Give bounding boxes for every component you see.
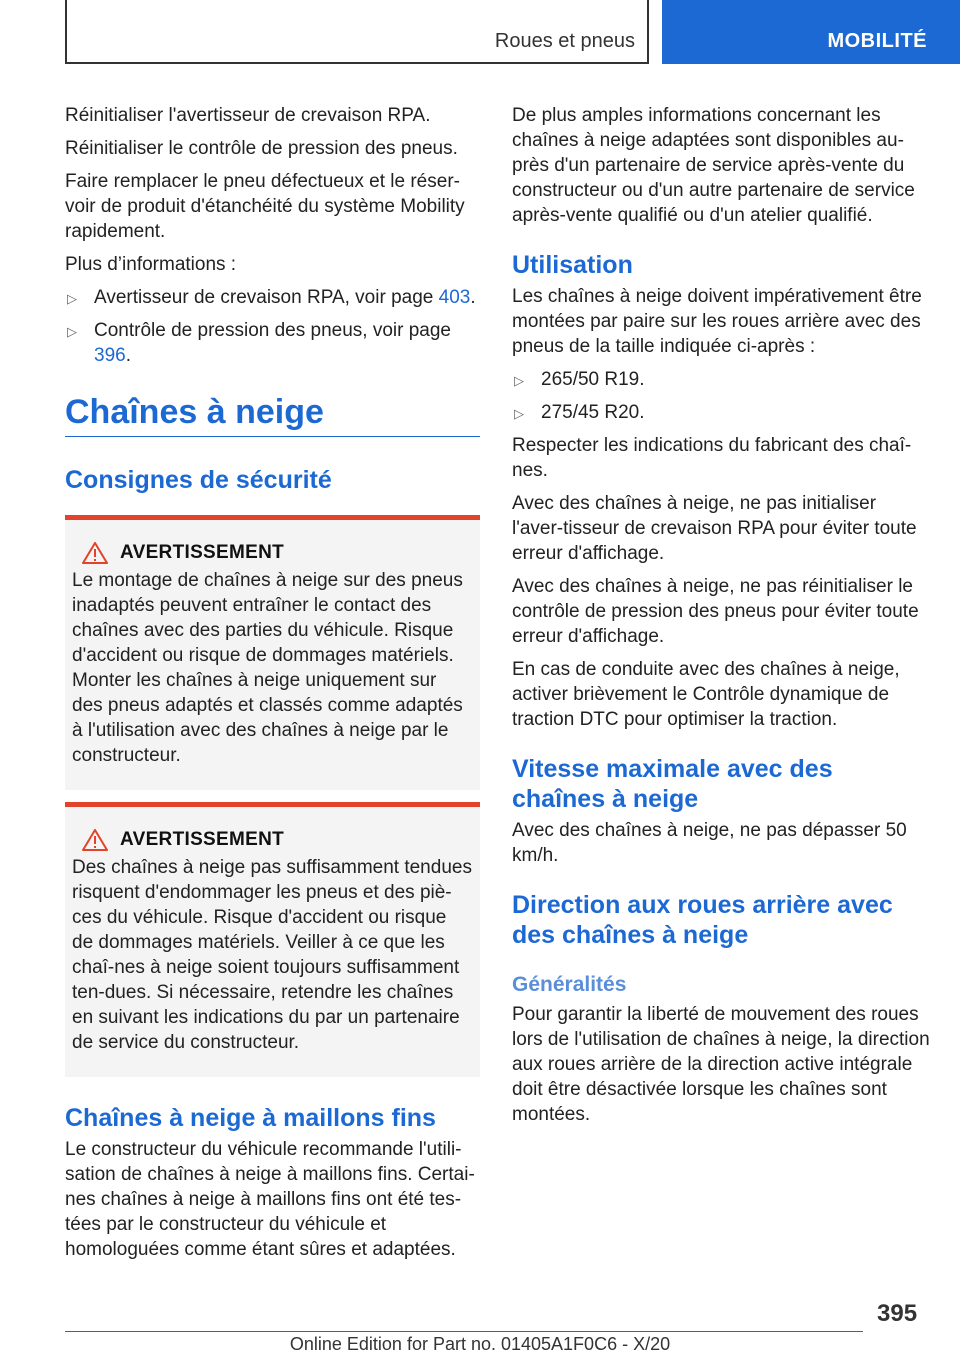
list-item <box>512 367 930 392</box>
header-chapter-tab <box>662 0 960 64</box>
usage-paragraph: En cas de conduite avec des chaînes à neige, activer brièvement le Contrôle dynamique de traction DTC pour optimiser la traction. <box>512 659 900 730</box>
page-link-396[interactable]: 396 <box>94 345 126 366</box>
list-item <box>512 400 930 425</box>
header-section-tab <box>65 0 649 64</box>
tire-size: 265/50 R19. <box>541 369 645 390</box>
general-text: Pour garantir la liberté de mouvement des roues lors de l'utilisation de chaînes à neige, la direction aux roues arrière de la direction active intégrale doit être désactivée lorsque les chaînes sont montées. <box>512 1004 930 1125</box>
fine-chains-heading: Chaînes à neige à maillons fins <box>65 1104 436 1132</box>
warning-text: Des chaînes à neige pas suffisamment tendues risquent d'endommager les pneus et des piè-ces du véhicule. Risque d'accident ou risque de dommages matériels. Veiller à ce que les chaî-nes à neige soient toujours suffisamment ten-dues. Si nécessaire, retendre les chaînes en suivant les indications du par un partenaire de service du constructeur. <box>72 857 472 1053</box>
tire-size-list <box>512 367 930 425</box>
list-item <box>65 318 480 368</box>
reference-punct: . <box>125 345 131 366</box>
warning-header <box>72 829 472 851</box>
warning-text: Le montage de chaînes à neige sur des pneus inadaptés peuvent entraîner le contact des chaînes avec des parties du véhicule. Risque d'accident ou risque de dommages matériels. Monter les chaînes à neige uniquement sur des pneus adaptés et classés comme adaptés à l'utilisation avec des chaînes à neige par le constructeur. <box>72 570 463 766</box>
footer-divider <box>65 1331 863 1332</box>
usage-text: Les chaînes à neige doivent impérativement être montées par paire sur les roues arrière avec des pneus de la taille indiquée ci-après : <box>512 286 922 357</box>
right-column <box>512 103 930 1135</box>
usage-paragraph: Respecter les indications du fabricant des chaî-nes. <box>512 435 912 481</box>
warning-title: AVERTISSEMENT <box>120 542 285 563</box>
intro-paragraph: Réinitialiser le contrôle de pression des pneus. <box>65 138 458 159</box>
warning-triangle-icon <box>82 829 108 851</box>
triangle-bullet-icon: ▷ <box>514 373 524 388</box>
left-column <box>65 103 480 1270</box>
general-heading: Généralités <box>512 973 627 996</box>
rear-steering-heading: Direction aux roues arrière avec des chaînes à neige <box>512 891 893 949</box>
chapter-label: MOBILITÉ <box>827 30 927 52</box>
reference-punct: . <box>470 287 476 308</box>
tire-size: 275/45 R20. <box>541 402 645 423</box>
triangle-bullet-icon: ▷ <box>67 291 77 306</box>
usage-paragraph: Avec des chaînes à neige, ne pas initialiser l'aver-tisseur de crevaison RPA pour éviter toute erreur d'affichage. <box>512 493 917 564</box>
reference-text: Contrôle de pression des pneus, voir page <box>94 320 452 341</box>
warning-triangle-icon <box>82 542 108 564</box>
triangle-bullet-icon: ▷ <box>67 324 77 339</box>
triangle-bullet-icon: ▷ <box>514 406 524 421</box>
intro-paragraph: De plus amples informations concernant les chaînes à neige adaptées sont disponibles au-près d'un partenaire de service après-vente du constructeur ou d'un autre partenaire de service après-vente qualifié ou d'un atelier qualifié. <box>512 105 915 226</box>
more-info-label: Plus d’informations : <box>65 254 237 275</box>
speed-text: Avec des chaînes à neige, ne pas dépasser 50 km/h. <box>512 820 907 866</box>
footer-edition: Online Edition for Part no. 01405A1F0C6 - X/20 <box>289 1334 671 1354</box>
speed-heading: Vitesse maximale avec des chaînes à neige <box>512 755 833 813</box>
usage-heading: Utilisation <box>512 251 633 279</box>
reference-text: Avertisseur de crevaison RPA, voir page <box>94 287 439 308</box>
fine-chains-text: Le constructeur du véhicule recommande l'utili-sation de chaînes à neige à maillons fins. Certai-nes chaînes à neige à maillons fins ont été tes-tées par le constructeur du véhicule et homologuées comme étant sûres et adaptées. <box>65 1139 475 1260</box>
warning-box <box>65 515 480 790</box>
section-title: Roues et pneus <box>494 30 635 52</box>
chapter-title: Chaînes à neige <box>65 392 480 437</box>
warning-header <box>72 542 472 564</box>
usage-paragraph: Avec des chaînes à neige, ne pas réinitialiser le contrôle de pression des pneus pour éviter toute erreur d'affichage. <box>512 576 919 647</box>
page-link-403[interactable]: 403 <box>438 287 471 308</box>
page-number: 395 <box>877 1300 918 1327</box>
intro-paragraph: Réinitialiser l'avertisseur de crevaison RPA. <box>65 105 431 126</box>
warning-title: AVERTISSEMENT <box>120 829 285 850</box>
warning-box <box>65 802 480 1077</box>
list-item <box>65 285 480 310</box>
reference-list <box>65 285 480 368</box>
intro-paragraph: Faire remplacer le pneu défectueux et le réser-voir de produit d'étanchéité du système Mobility rapidement. <box>65 171 465 242</box>
safety-heading: Consignes de sécurité <box>65 466 332 494</box>
